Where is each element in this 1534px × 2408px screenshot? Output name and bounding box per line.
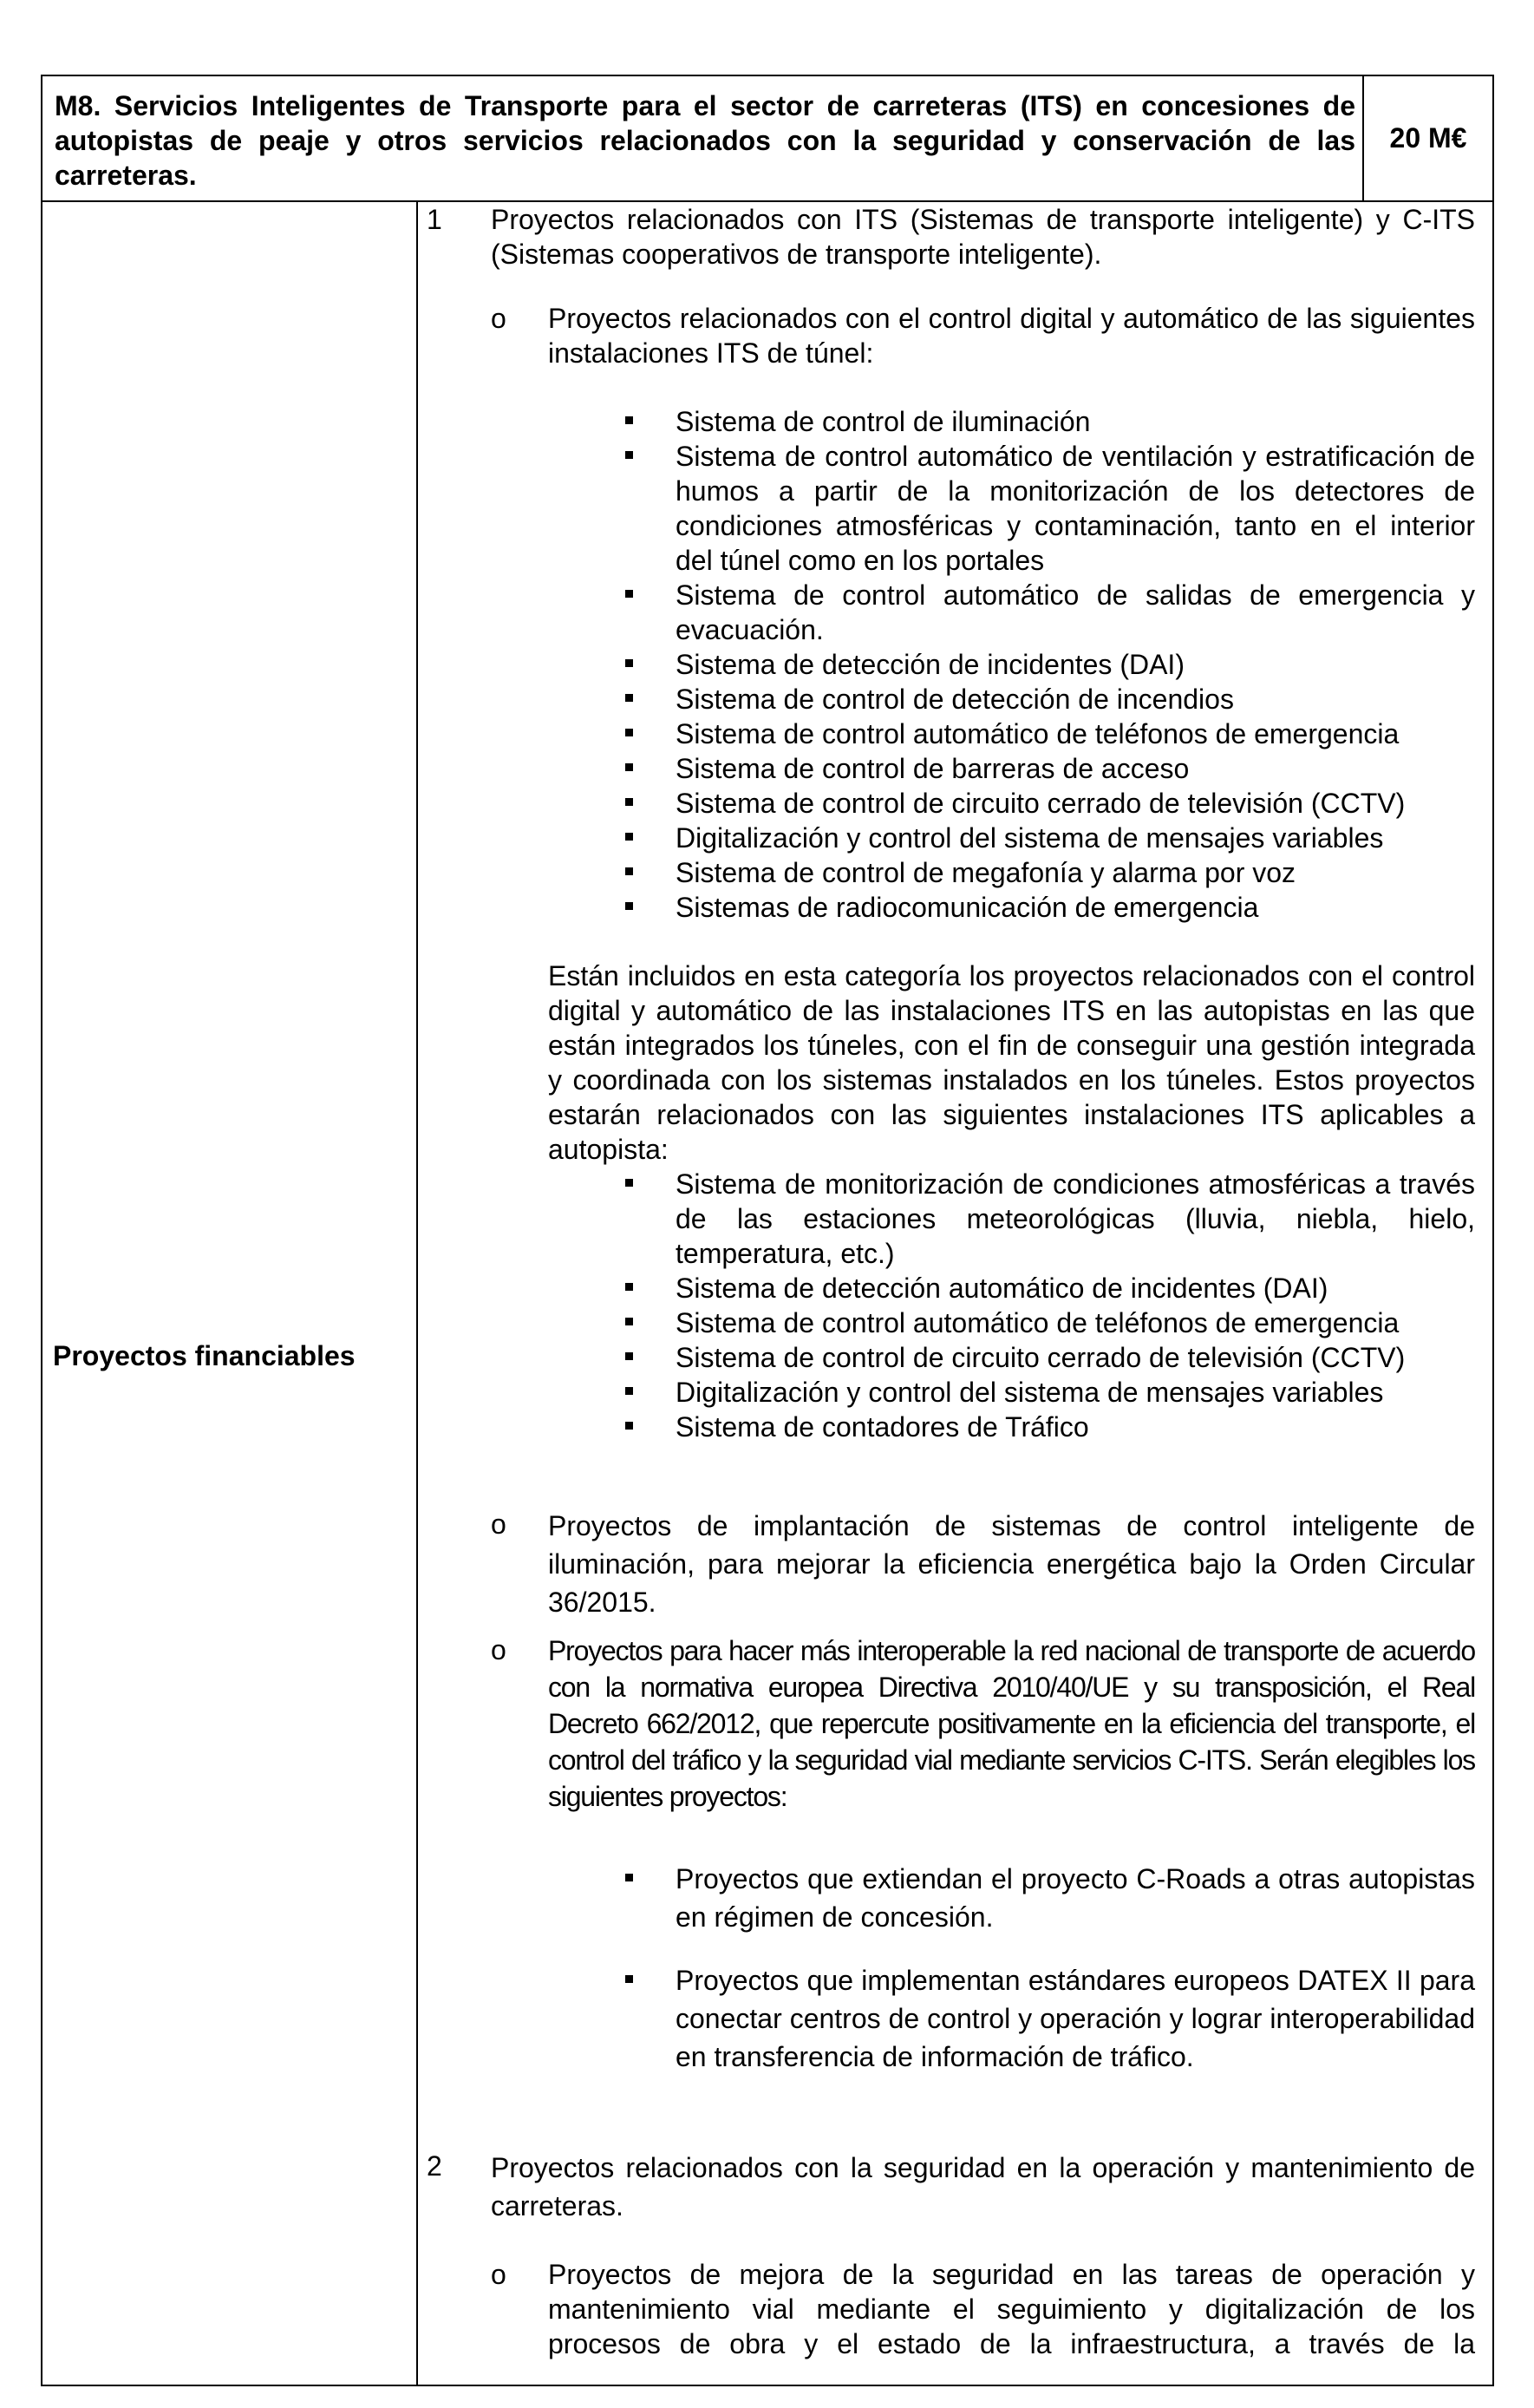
list-item: Sistema de control automático de teléfonos de emergencia bbox=[676, 718, 1400, 749]
subsection-text: Proyectos de implantación de sistemas de control inteligente de iluminación, para mejorar la eficiencia energética bajo la Orden Circular 36/2015. bbox=[548, 1510, 1475, 1618]
subsection-text: Proyectos relacionados con el control digital y automático de las siguientes instalaciones ITS de túnel: bbox=[548, 303, 1475, 369]
circle-bullet-icon: o bbox=[491, 1508, 506, 1540]
list-item: Sistema de control de megafonía y alarma por voz bbox=[676, 857, 1296, 888]
square-bullet-icon bbox=[625, 590, 633, 598]
square-bullet-icon bbox=[625, 659, 633, 667]
list-item: Sistema de control automático de salidas de emergencia y evacuación. bbox=[676, 579, 1475, 645]
square-bullet-icon bbox=[625, 1874, 633, 1881]
section-number: 1 bbox=[427, 204, 442, 235]
list-item: Sistema de detección automático de incidentes (DAI) bbox=[676, 1273, 1328, 1304]
square-bullet-icon bbox=[625, 763, 633, 771]
list-item: Sistema de control de circuito cerrado de televisión (CCTV) bbox=[676, 788, 1406, 819]
list-item: Sistema de contadores de Tráfico bbox=[676, 1411, 1089, 1443]
section-text: Proyectos relacionados con la seguridad en la operación y mantenimiento de carreteras. bbox=[491, 2152, 1475, 2222]
square-bullet-icon bbox=[625, 416, 633, 424]
list-item: Sistema de control de barreras de acceso bbox=[676, 753, 1190, 784]
square-bullet-icon bbox=[625, 1283, 633, 1291]
list-item: Proyectos que extiendan el proyecto C-Roads a otras autopistas en régimen de concesión. bbox=[676, 1863, 1475, 1933]
square-bullet-icon bbox=[625, 1387, 633, 1395]
funding-table bbox=[41, 75, 1494, 2386]
list-item: Sistema de detección de incidentes (DAI) bbox=[676, 649, 1185, 680]
square-bullet-icon bbox=[625, 798, 633, 806]
circle-bullet-icon: o bbox=[491, 1634, 506, 1665]
measure-amount: 20 M€ bbox=[1362, 76, 1492, 200]
square-bullet-icon bbox=[625, 1975, 633, 1983]
square-bullet-icon bbox=[625, 1179, 633, 1187]
square-bullet-icon bbox=[625, 1352, 633, 1360]
list-item: Sistema de control automático de teléfonos de emergencia bbox=[676, 1307, 1400, 1338]
square-bullet-icon bbox=[625, 902, 633, 910]
list-item: Sistema de control de circuito cerrado de televisión (CCTV) bbox=[676, 1342, 1406, 1373]
subsection-text: Proyectos para hacer más interoperable la red nacional de transporte de acuerdo con la normativa europea Directiva 2010/40/UE y su transposición, el Real Decreto 662/2012, que repercute positivamente en la eficiencia del transporte, el control del tráfico y la seguridad vial mediante servicios C-ITS. Serán elegibles los siguientes proyectos: bbox=[548, 1635, 1475, 1812]
list-item: Sistema de monitorización de condiciones atmosféricas a través de las estaciones meteorológicas (lluvia, niebla, hielo, temperatura, etc.) bbox=[676, 1168, 1475, 1269]
list-item: Proyectos que implementan estándares europeos DATEX II para conectar centros de control y operación y lograr interoperabilidad en transferencia de información de tráfico. bbox=[676, 1965, 1475, 2072]
list-item: Sistema de control de detección de incendios bbox=[676, 684, 1234, 715]
list-item: Digitalización y control del sistema de mensajes variables bbox=[676, 822, 1384, 854]
square-bullet-icon bbox=[625, 451, 633, 459]
left-label-cell bbox=[42, 202, 418, 2385]
list-item: Sistemas de radiocomunicación de emergencia bbox=[676, 892, 1259, 923]
section-text: Proyectos relacionados con ITS (Sistemas de transporte inteligente) y C-ITS (Sistemas cooperativos de transporte inteligente). bbox=[491, 204, 1475, 270]
square-bullet-icon bbox=[625, 867, 633, 875]
list-item: Digitalización y control del sistema de mensajes variables bbox=[676, 1377, 1384, 1408]
section-number: 2 bbox=[427, 2150, 442, 2182]
eligible-projects-label: Proyectos financiables bbox=[53, 1340, 356, 1371]
square-bullet-icon bbox=[625, 1318, 633, 1325]
square-bullet-icon bbox=[625, 833, 633, 841]
square-bullet-icon bbox=[625, 729, 633, 736]
content-cell bbox=[418, 202, 1492, 2385]
measure-title: M8. Servicios Inteligentes de Transporte para el sector de carreteras (ITS) en concesiones de autopistas de peaje y otros servicios relacionados con la seguridad y conservación de las carreteras. bbox=[55, 90, 1355, 191]
list-item: Sistema de control de iluminación bbox=[676, 406, 1091, 437]
square-bullet-icon bbox=[625, 694, 633, 702]
circle-bullet-icon: o bbox=[491, 303, 506, 334]
note-paragraph: Están incluidos en esta categoría los proyectos relacionados con el control digital y automático de las instalaciones ITS en las autopistas en las que están integrados los túneles, con el fin de conseguir una gestión integrada y coordinada con los sistemas instalados en los túneles. Estos proyectos estarán relacionados con las siguientes instalaciones ITS aplicables a autopista: bbox=[548, 960, 1475, 1165]
circle-bullet-icon: o bbox=[491, 2259, 506, 2290]
table-header-row bbox=[42, 76, 1492, 202]
list-item: Sistema de control automático de ventilación y estratificación de humos a partir de la monitorización de los detectores de condiciones atmosféricas y contaminación, tanto en el interior del túnel como en los portales bbox=[676, 441, 1475, 576]
subsection-text: Proyectos de mejora de la seguridad en las tareas de operación y mantenimiento vial mediante el seguimiento y digitalización de los procesos de obra y el estado de la infraestructura, a través de la bbox=[548, 2259, 1475, 2359]
square-bullet-icon bbox=[625, 1422, 633, 1430]
